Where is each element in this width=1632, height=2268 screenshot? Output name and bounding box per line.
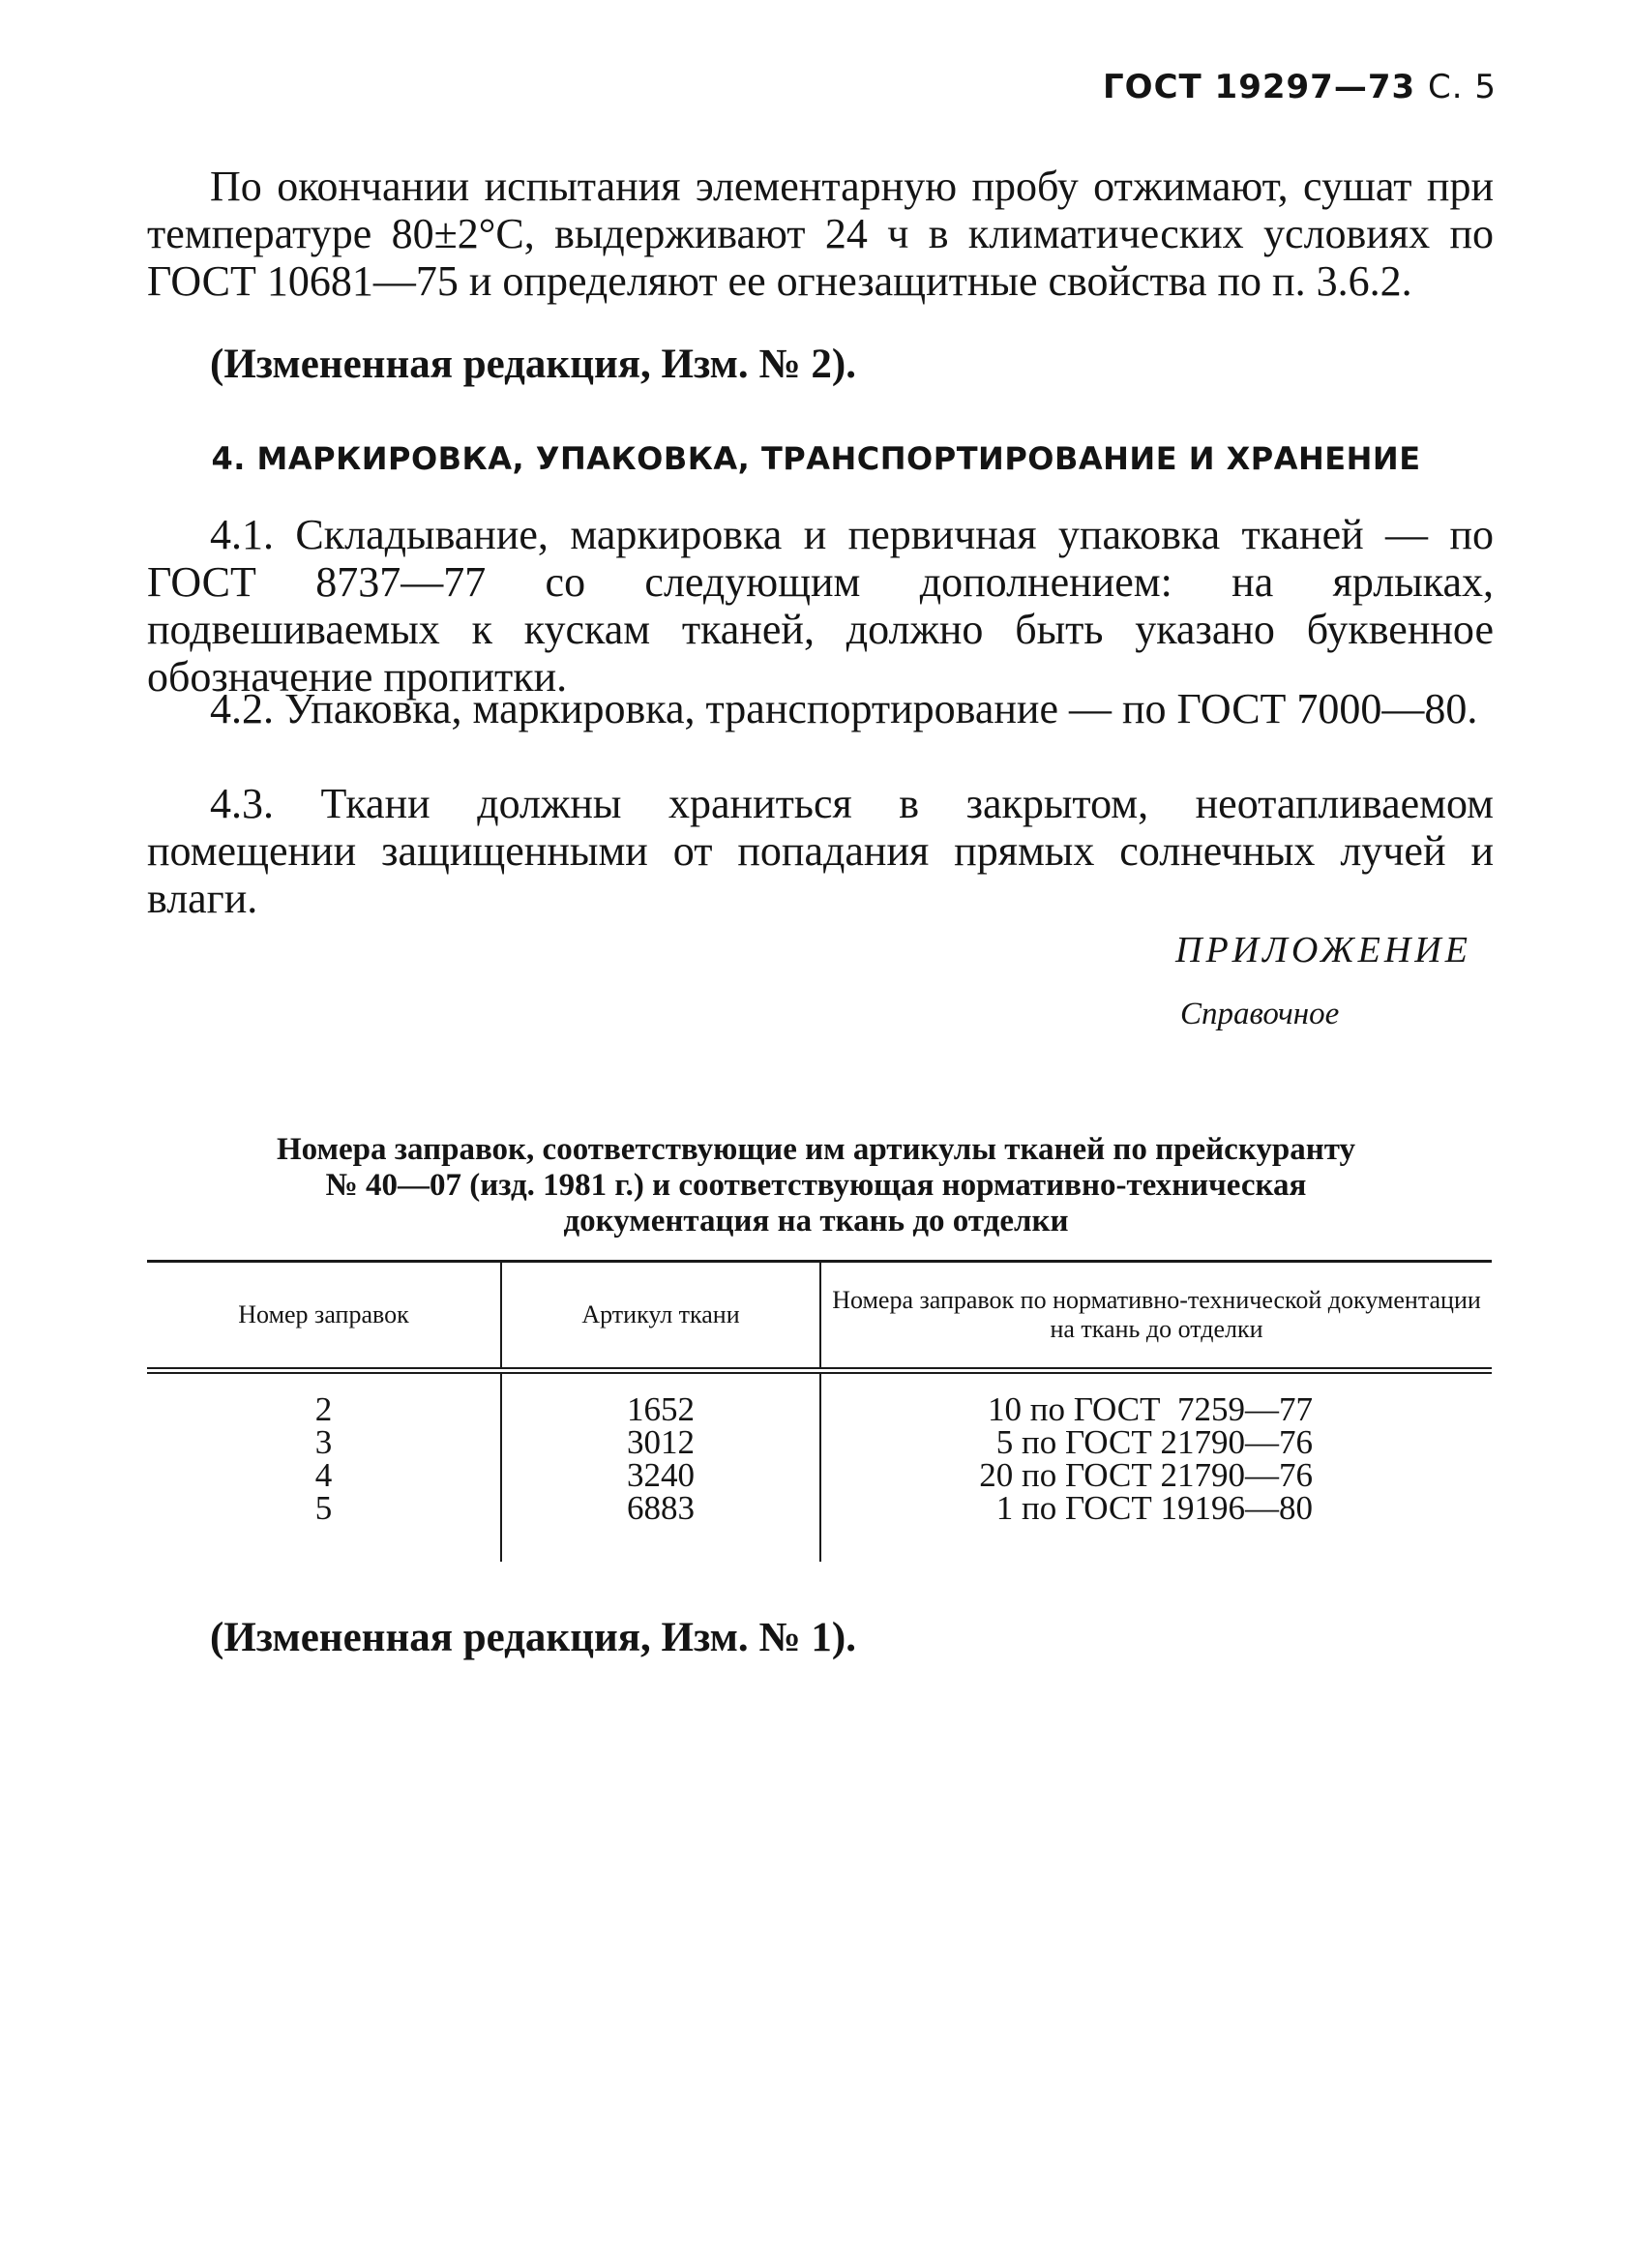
item-4-3: 4.3. Ткани должны храниться в закрытом, неотапливаемом помещении защищенными от попадания прямых солнечных лучей и влаги.	[147, 780, 1494, 922]
table-cell-number: 4	[314, 1456, 333, 1494]
table-cell-article: 3012	[627, 1423, 695, 1461]
column-article	[500, 1374, 819, 1562]
table-caption-line: № 40—07 (изд. 1981 г.) и соответствующая нормативно-техническая	[325, 1168, 1307, 1203]
header-ntd: Номера заправок по нормативно-технической документации на ткань до отделки	[819, 1263, 1492, 1367]
section-title: 4. МАРКИРОВКА, УПАКОВКА, ТРАНСПОРТИРОВАНИЕ И ХРАНЕНИЕ	[211, 440, 1421, 477]
table-cell-ntd: 1 по ГОСТ 19196—80	[995, 1489, 1313, 1527]
table-cell-ntd: 10 по ГОСТ 7259—77	[987, 1390, 1313, 1428]
table-cell-ntd: 5 по ГОСТ 21790—76	[995, 1423, 1313, 1461]
table-cell-number: 3	[314, 1423, 333, 1461]
appendix-subtitle: Справочное	[1180, 997, 1340, 1031]
table-cell-article: 3240	[627, 1456, 695, 1494]
footer-amendment: (Измененная редакция, Изм. № 1).	[210, 1615, 856, 1660]
appendix-title: ПРИЛОЖЕНИЕ	[1175, 930, 1471, 970]
table-caption-line: документация на ткань до отделки	[563, 1204, 1069, 1238]
table-cell-article: 6883	[627, 1489, 695, 1527]
page-number: С. 5	[1428, 68, 1497, 106]
table-body	[147, 1374, 1492, 1562]
table-cell-number: 2	[314, 1390, 333, 1428]
table-cell-article: 1652	[627, 1390, 695, 1428]
table-cell-ntd: 20 по ГОСТ 21790—76	[979, 1456, 1313, 1494]
header-article: Артикул ткани	[500, 1263, 819, 1367]
table-caption	[0, 1132, 1632, 1239]
table-header-rule	[147, 1367, 1492, 1374]
item-4-1: 4.1. Складывание, маркировка и первичная упаковка тканей — по ГОСТ 8737—77 со следующим дополнением: на ярлыках, подвешиваемых к кускам тканей, должно быть указано буквенное обозначение пропитки.	[147, 511, 1494, 701]
standard-number: ГОСТ 19297—73	[1103, 68, 1416, 106]
intro-amendment: (Измененная редакция, Изм. № 2).	[210, 342, 856, 387]
intro-paragraph: По окончании испытания элементарную пробу отжимают, сушат при температуре 80±2°С, выдерживают 24 ч в климатических условиях по ГОСТ 10681—75 и определяют ее огнезащитные свойства по п. 3.6.2.	[147, 163, 1494, 305]
column-ntd	[819, 1374, 1492, 1562]
reference-table	[147, 1260, 1492, 1562]
table-cell-number: 5	[314, 1489, 333, 1527]
item-4-2: 4.2. Упаковка, маркировка, транспортирование — по ГОСТ 7000—80.	[210, 685, 1478, 732]
page-header	[1103, 68, 1497, 106]
header-number: Номер заправок	[238, 1300, 409, 1328]
column-number	[147, 1374, 500, 1562]
table-caption-line: Номера заправок, соответствующие им артикулы тканей по прейскуранту	[276, 1132, 1356, 1167]
table-header-row	[147, 1263, 1492, 1367]
